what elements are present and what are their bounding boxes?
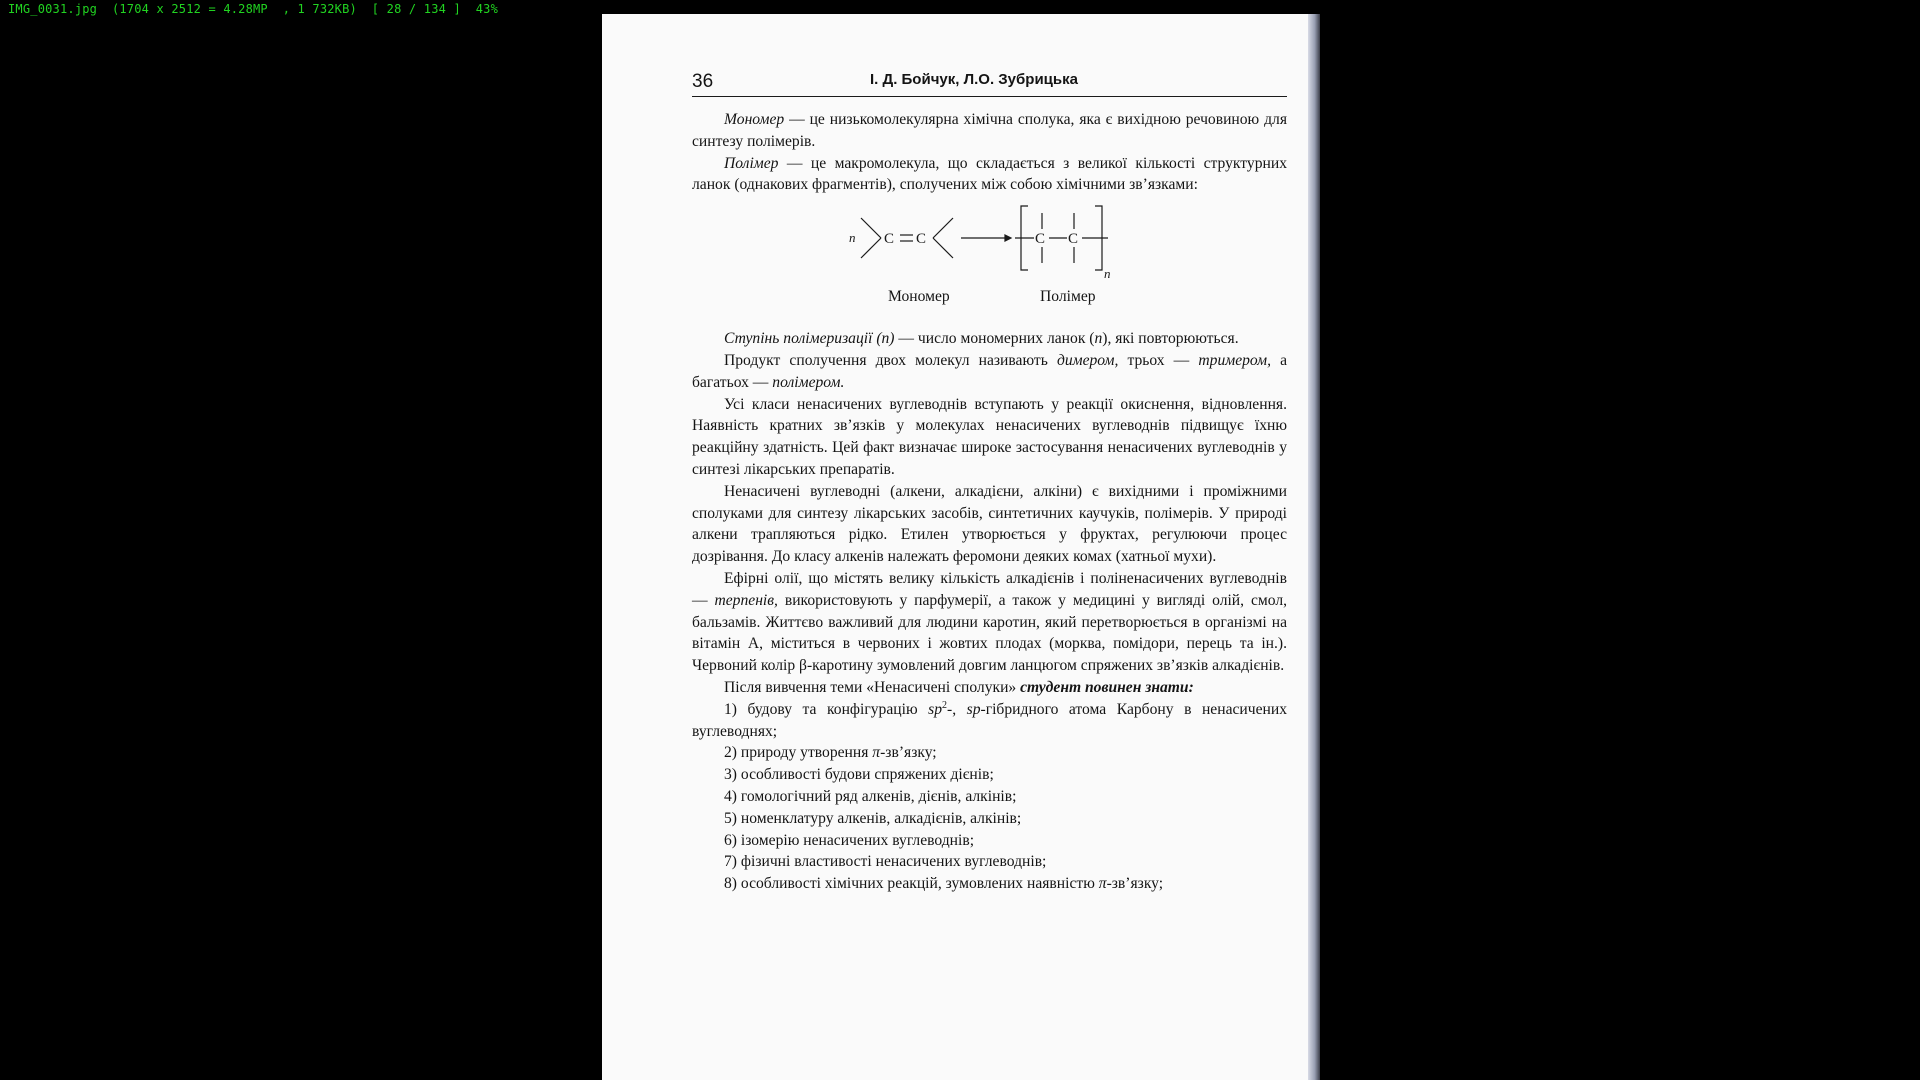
list-item-1: 1) будову та конфігурацію $sp^2-$, sp-гібридного атома Карбону в ненасичених вуглеводнях;: [692, 699, 1288, 740]
list-item-6: 6) ізомерію ненасичених вуглеводнів;: [724, 831, 975, 849]
term-polymerization-degree: Ступінь полімеризації (n): [724, 330, 895, 348]
term-trimer: тримером,: [1198, 351, 1271, 369]
paragraph-monomer-definition: Мономер — це низькомолекулярна хімічна сполука, яка є вихідною речовиною для синтезу полімерів.: [692, 111, 1287, 150]
list-item-3: 3) особливості будови спряжених дієнів;: [724, 766, 994, 784]
list-item-7: 7) фізичні властивості ненасичених вуглеводнів;: [724, 853, 1047, 871]
coefficient-n: n: [849, 230, 856, 246]
polymer-label: Полімер: [1040, 288, 1096, 306]
paragraph-polymer-definition: Полімер — це макромолекула, що складається з великої кількості структурних ланок (однакових фрагментів), сполучених між собою хімічними зв’язками:: [692, 154, 1287, 194]
list-item-4: 4) гомологічний ряд алкенів, дієнів, алкінів;: [724, 787, 1017, 805]
book-page-scan: [602, 14, 1320, 1080]
subscript-n: n: [1104, 266, 1111, 282]
term-polymer-2: полімером.: [772, 373, 845, 391]
paragraph-essential-oils: Ефірні олії, що містять велику кількість алкадієнів і поліненасичених вуглеводнів — терпенів, використовують у парфумерії, а також у медицині у вигляді олій, смол, бальзамів. Життєво важливий для людини каротин, який перетворюється в організмі на вітамін А, міститься в червоних і жовтих плодах (морква, помідори, перець та ін.). Червоний колір β-каротину зумовлений довгим ланцюгом спряжених зв’язків алкадієнів.: [692, 569, 1287, 675]
list-item-2: 2) природу утворення π-зв’язку;: [724, 744, 937, 762]
term-terpenes: терпенів,: [714, 591, 778, 609]
paragraph-learning-goals: Після вивчення теми «Ненасичені сполуки» студент повинен знати:: [724, 678, 1194, 696]
term-monomer: Мономер: [724, 111, 785, 128]
page-content: [692, 71, 1288, 895]
paragraph-unsaturated-reactions: Усі класи ненасичених вуглеводнів вступають у реакції окиснення, відновлення. Наявність кратних зв’язків у молекулах ненасичених вуглеводнів підвищує їхню реакційну здатність. Цей факт визначає широке застосування ненасичених вуглеводнів у синтезі лікарських препаратів.: [692, 395, 1287, 478]
learning-goals-emphasis: студент повинен знати:: [1020, 678, 1194, 696]
carbon-atom-2: C: [916, 231, 927, 248]
carbon-atom-1: C: [884, 231, 895, 248]
polymerization-scheme-figure: [692, 198, 1287, 328]
paragraph-polymerization-degree: Ступінь полімеризації (n) — число мономерних ланок (n), які повторюються.: [724, 330, 1239, 348]
paragraph-dimer-trimer: Продукт сполучення двох молекул називають димером, трьох — тримером, а багатьох — полімером.: [692, 351, 1287, 391]
polymerization-scheme-drawing: [847, 198, 1137, 288]
paragraph-unsaturated-uses: Ненасичені вуглеводні (алкени, алкадієни, алкіни) є вихідними і проміжними сполуками для синтезу лікарських засобів, синтетичних каучуків, полімерів. У природі алкени трапляються рідко. Етилен утворюється у фруктах, регулюючи процес дозрівання. До класу алкенів належать феромони деяких комах (хатньої мухи).: [692, 482, 1287, 566]
page-edge-shadow: [1308, 14, 1320, 1080]
list-item-5: 5) номенклатуру алкенів, алкадієнів, алкінів;: [724, 809, 1022, 827]
monomer-label: Мономер: [888, 288, 950, 306]
running-head: [692, 71, 1287, 97]
term-dimer: димером,: [1056, 351, 1119, 369]
carbon-atom-3: C: [1035, 231, 1046, 248]
running-head-authors: І. Д. Бойчук, Л.О. Зубрицька: [870, 71, 1078, 88]
viewer-status-bar: IMG_0031.jpg (1704 x 2512 = 4.28MP , 1 732KB) [ 28 / 134 ] 43%: [8, 2, 499, 16]
term-polymer: Полімер: [724, 154, 779, 172]
page-number: 36: [692, 71, 714, 92]
carbon-atom-4: C: [1068, 231, 1079, 248]
list-item-8: 8) особливості хімічних реакцій, зумовлених наявністю π-зв’язку;: [724, 875, 1164, 893]
